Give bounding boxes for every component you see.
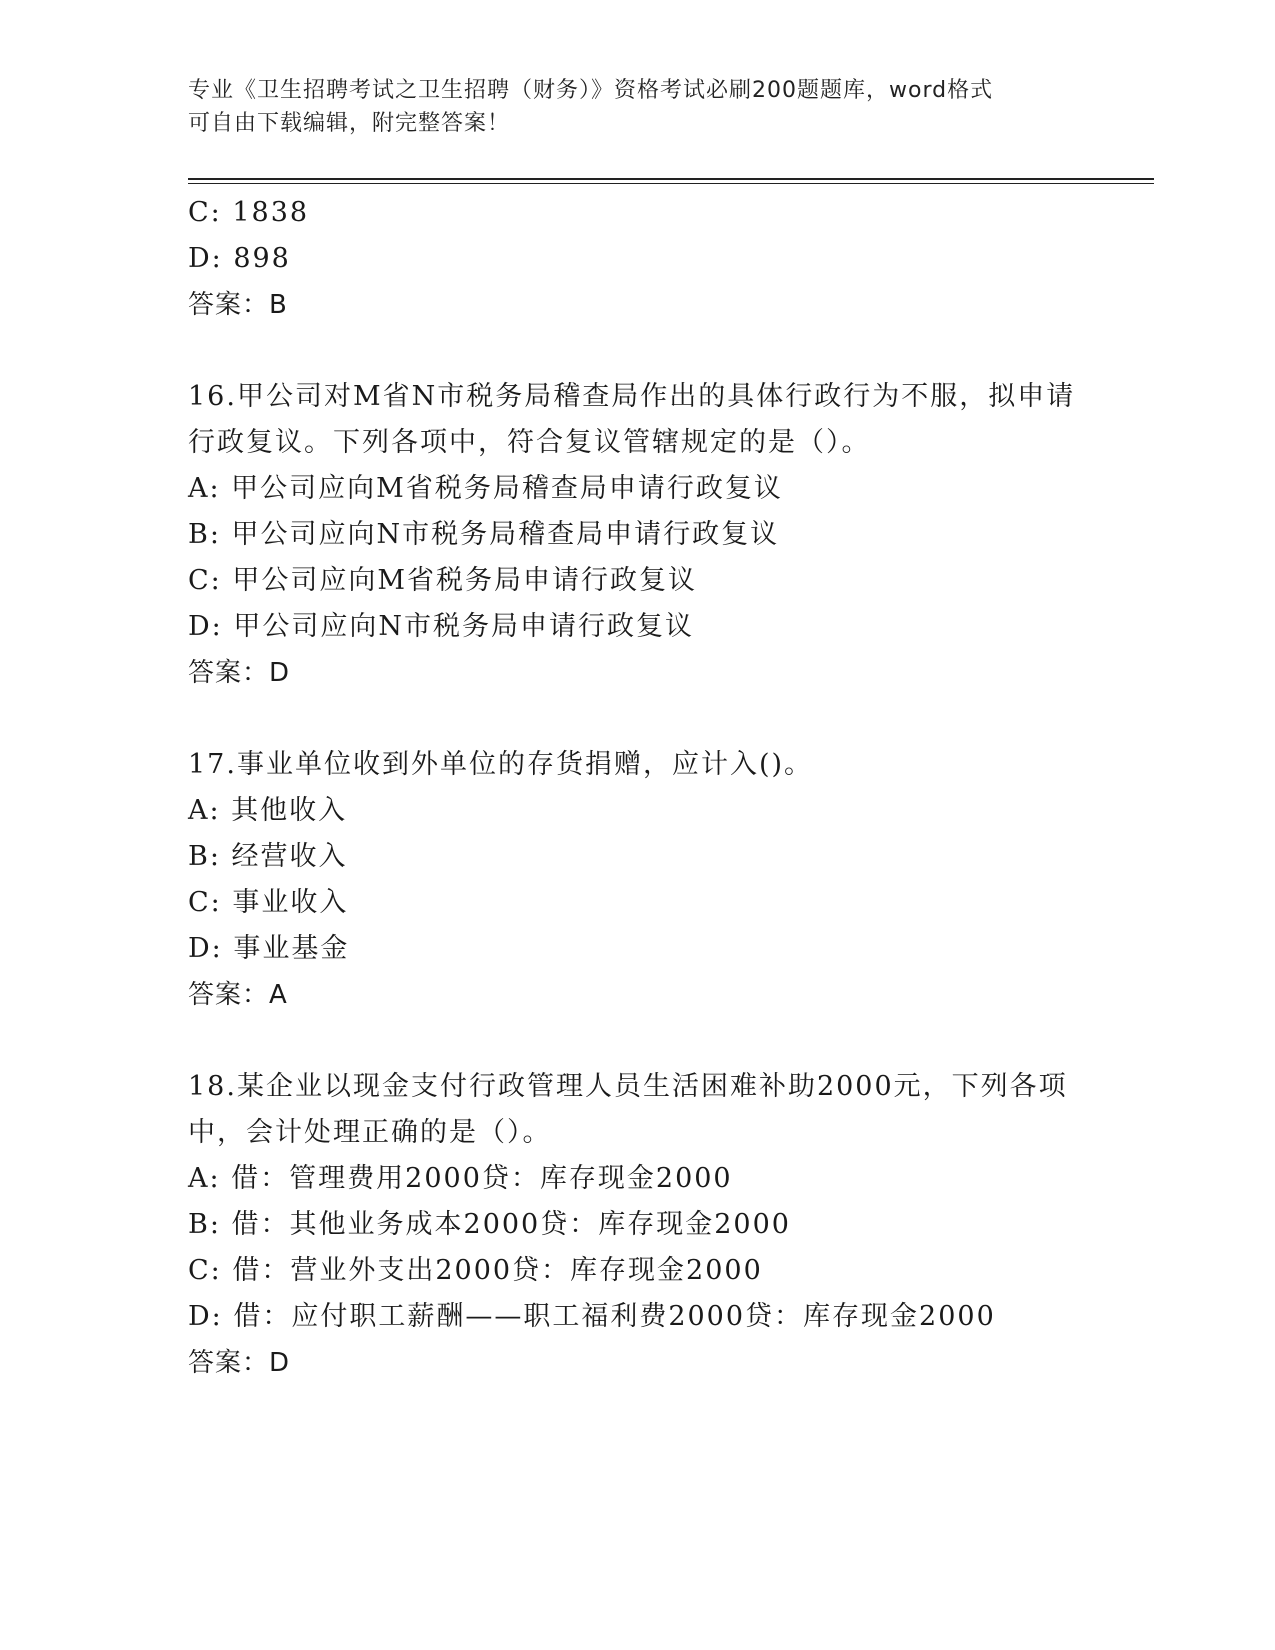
question-stem-line: 17.事业单位收到外单位的存货捐赠，应计入()。	[188, 749, 814, 780]
question-17	[188, 742, 1088, 1018]
option-d: D: 甲公司应向N市税务局申请行政复议	[188, 611, 694, 642]
answer-line: 答案：A	[188, 980, 288, 1010]
option-d: D: 898	[188, 243, 291, 274]
option-b: B: 甲公司应向N市税务局稽查局申请行政复议	[188, 519, 780, 550]
question-16	[188, 374, 1088, 696]
header-divider-thin	[188, 183, 1154, 184]
answer-line: 答案：D	[188, 1348, 291, 1378]
option-b: B: 借：其他业务成本2000贷：库存现金2000	[188, 1209, 791, 1240]
answer-line: 答案：B	[188, 290, 288, 320]
question-continued	[188, 190, 1088, 328]
question-list	[188, 190, 1088, 1386]
answer-line: 答案：D	[188, 658, 291, 688]
header-line-1: 专业《卫生招聘考试之卫生招聘（财务）》资格考试必刷200题题库，word格式	[188, 78, 994, 103]
spacer	[188, 1018, 1088, 1064]
option-a: A: 其他收入	[188, 795, 348, 826]
question-stem-line: 中，会计处理正确的是（）。	[188, 1117, 552, 1148]
spacer	[188, 328, 1088, 374]
option-d: D: 借：应付职工薪酬——职工福利费2000贷：库存现金2000	[188, 1301, 996, 1332]
option-b: B: 经营收入	[188, 841, 348, 872]
question-18	[188, 1064, 1088, 1386]
option-c: C: 甲公司应向M省税务局申请行政复议	[188, 565, 697, 596]
question-stem-line: 18.某企业以现金支付行政管理人员生活困难补助2000元，下列各项	[188, 1071, 1068, 1102]
question-stem-line: 行政复议。下列各项中，符合复议管辖规定的是（）。	[188, 427, 871, 458]
document-header	[188, 74, 1088, 140]
option-c: C: 1838	[188, 197, 310, 228]
option-d: D: 事业基金	[188, 933, 350, 964]
option-a: A: 甲公司应向M省税务局稽查局申请行政复议	[188, 473, 783, 504]
header-line-2: 可自由下载编辑，附完整答案！	[188, 111, 511, 136]
spacer	[188, 696, 1088, 742]
header-divider-thick	[188, 178, 1154, 180]
question-stem-line: 16.甲公司对M省N市税务局稽查局作出的具体行政行为不服，拟申请	[188, 381, 1076, 412]
option-c: C: 借：营业外支出2000贷：库存现金2000	[188, 1255, 763, 1286]
option-a: A: 借：管理费用2000贷：库存现金2000	[188, 1163, 733, 1194]
option-c: C: 事业收入	[188, 887, 349, 918]
